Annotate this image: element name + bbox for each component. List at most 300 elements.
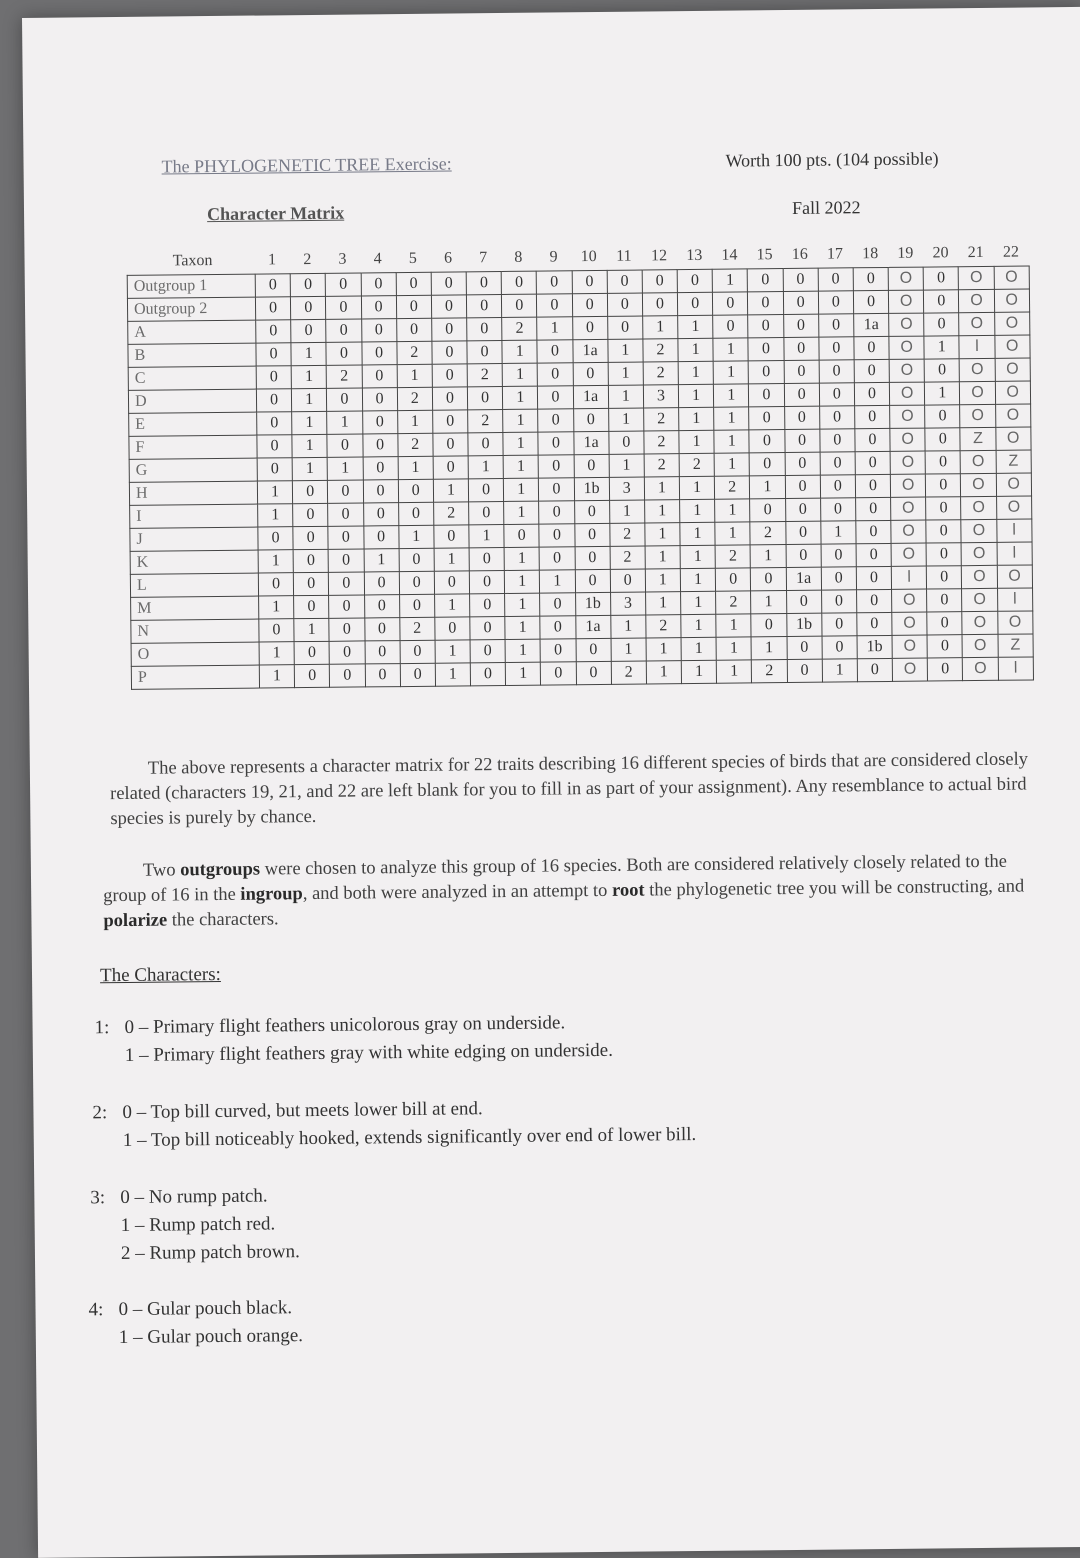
column-number-19: 19	[897, 244, 914, 262]
p2-text-1: Two	[142, 860, 181, 881]
matrix-cell: 0	[467, 340, 502, 363]
column-number-2: 2	[303, 250, 312, 269]
matrix-cell: 1	[822, 659, 857, 682]
matrix-cell: 0	[396, 295, 431, 318]
matrix-cell: 0	[748, 292, 783, 315]
column-number-15: 15	[756, 246, 773, 264]
matrix-cell: 0	[329, 595, 364, 618]
matrix-cell: 0	[926, 497, 961, 520]
matrix-cell: O	[995, 381, 1030, 404]
character-state: 1 – Gular pouch orange.	[118, 1325, 304, 1349]
matrix-cell: 1	[291, 365, 326, 388]
matrix-cell: 0	[822, 636, 857, 659]
matrix-cell: 1	[645, 546, 680, 569]
matrix-cell: 0	[293, 572, 328, 595]
matrix-cell: 0	[294, 664, 329, 687]
matrix-cell: 0	[361, 273, 396, 296]
matrix-cell: 0	[607, 316, 642, 339]
matrix-cell: 0	[396, 272, 431, 295]
term-outgroups: outgroups	[180, 859, 261, 881]
matrix-cell: 0	[433, 433, 468, 456]
taxon-name: K	[130, 550, 258, 574]
matrix-cell: 1	[678, 315, 713, 338]
column-number-5: 5	[408, 249, 417, 267]
matrix-cell: 1	[645, 523, 680, 546]
matrix-cell: 2	[502, 317, 537, 340]
matrix-cell: 0	[783, 337, 818, 360]
character-state: 0 – No rump patch.	[120, 1185, 268, 1209]
matrix-cell: 0	[327, 388, 362, 411]
matrix-cell: 1	[678, 361, 713, 384]
matrix-cell: 0	[855, 428, 890, 451]
matrix-cell: 0	[259, 619, 294, 642]
matrix-cell: 0	[329, 641, 364, 664]
matrix-cell: 1	[680, 568, 715, 591]
matrix-cell: 0	[258, 527, 293, 550]
matrix-cell: 0	[467, 386, 502, 409]
matrix-cell: 2	[715, 476, 750, 499]
matrix-cell: 0	[784, 360, 819, 383]
term-polarize: polarize	[103, 910, 168, 932]
matrix-cell: O	[961, 519, 996, 542]
matrix-cell: 0	[466, 271, 501, 294]
matrix-cell: 0	[927, 612, 962, 635]
matrix-cell: 0	[469, 570, 504, 593]
matrix-cell: Z	[998, 634, 1033, 657]
matrix-cell: O	[888, 290, 923, 313]
matrix-cell: O	[961, 496, 996, 519]
matrix-cell: 1	[678, 338, 713, 361]
matrix-cell: 1	[679, 476, 714, 499]
matrix-cell: 1	[646, 638, 681, 661]
matrix-cell: 0	[786, 544, 821, 567]
matrix-cell: O	[995, 404, 1030, 427]
matrix-cell: 0	[856, 520, 891, 543]
matrix-cell: 1	[503, 432, 538, 455]
matrix-cell: 1	[716, 637, 751, 660]
matrix-cell: 0	[784, 429, 819, 452]
matrix-cell: 0	[468, 478, 503, 501]
matrix-cell: 0	[856, 543, 891, 566]
column-number-18: 18	[862, 245, 879, 263]
matrix-cell: 2	[610, 523, 645, 546]
matrix-cell: 0	[294, 595, 329, 618]
matrix-cell: 0	[538, 363, 573, 386]
matrix-cell: 1	[502, 340, 537, 363]
matrix-cell: 0	[822, 613, 857, 636]
matrix-cell: 0	[256, 389, 291, 412]
matrix-cell: 1	[433, 479, 468, 502]
matrix-cell: 2	[398, 433, 433, 456]
matrix-cell: 1a	[573, 431, 608, 454]
matrix-cell: O	[994, 289, 1029, 312]
matrix-cell: 0	[785, 452, 820, 475]
matrix-cell: 0	[642, 270, 677, 293]
matrix-cell: 1b	[857, 635, 892, 658]
matrix-cell: 0	[925, 428, 960, 451]
matrix-cell: 0	[468, 432, 503, 455]
matrix-cell: 0	[363, 503, 398, 526]
matrix-cell: 0	[539, 501, 574, 524]
matrix-cell: 0	[784, 383, 819, 406]
matrix-cell: 0	[328, 480, 363, 503]
matrix-cell: 0	[821, 544, 856, 567]
matrix-cell: 0	[538, 409, 573, 432]
taxon-name: A	[128, 320, 256, 344]
column-number-12: 12	[651, 247, 668, 265]
matrix-cell: 1	[609, 454, 644, 477]
matrix-cell: 1a	[854, 313, 889, 336]
matrix-cell: 0	[398, 502, 433, 525]
matrix-cell: 1	[505, 662, 540, 685]
character-number: 2:	[92, 1102, 108, 1124]
matrix-cell: 1	[503, 409, 538, 432]
matrix-cell: 1	[750, 476, 785, 499]
matrix-cell: 0	[361, 296, 396, 319]
matrix-cell: 0	[466, 294, 501, 317]
matrix-cell: O	[892, 612, 927, 635]
matrix-cell: 1	[505, 616, 540, 639]
matrix-cell: O	[890, 474, 925, 497]
matrix-cell: O	[959, 266, 994, 289]
matrix-cell: 0	[575, 546, 610, 569]
matrix-cell: 1	[751, 637, 786, 660]
matrix-cell: O	[996, 473, 1031, 496]
matrix-cell: 0	[501, 271, 536, 294]
matrix-cell: 1b	[574, 477, 609, 500]
matrix-cell: 1	[713, 338, 748, 361]
matrix-cell: 0	[399, 594, 434, 617]
column-number-9: 9	[549, 248, 558, 266]
matrix-cell: 0	[537, 340, 572, 363]
matrix-cell: 0	[326, 296, 361, 319]
matrix-cell: 0	[470, 593, 505, 616]
matrix-cell: 1	[435, 640, 470, 663]
matrix-cell: 1	[643, 316, 678, 339]
matrix-cell: 0	[290, 273, 325, 296]
taxon-name: N	[131, 619, 259, 643]
matrix-cell: 1	[435, 663, 470, 686]
matrix-cell: 0	[821, 590, 856, 613]
matrix-cell: 1	[327, 411, 362, 434]
matrix-cell: 0	[256, 320, 291, 343]
matrix-cell: 2	[679, 453, 714, 476]
matrix-cell: 0	[925, 451, 960, 474]
term-root: root	[611, 880, 645, 901]
matrix-cell: 0	[364, 618, 399, 641]
matrix-cell: O	[994, 312, 1029, 335]
matrix-cell: 0	[748, 315, 783, 338]
matrix-cell: 0	[818, 291, 853, 314]
matrix-cell: 2	[715, 545, 750, 568]
matrix-cell: 1	[364, 549, 399, 572]
matrix-cell: 1	[714, 453, 749, 476]
matrix-cell: 1	[537, 317, 572, 340]
matrix-cell: 0	[399, 571, 434, 594]
matrix-cell: 0	[362, 365, 397, 388]
matrix-cell: 2	[468, 409, 503, 432]
matrix-cell: 0	[258, 573, 293, 596]
matrix-cell: 0	[291, 319, 326, 342]
matrix-cell: 0	[538, 432, 573, 455]
matrix-cell: 1	[434, 548, 469, 571]
matrix-cell: 0	[927, 589, 962, 612]
matrix-cell: 1	[503, 455, 538, 478]
matrix-cell: 0	[784, 406, 819, 429]
matrix-cell: 0	[610, 569, 645, 592]
matrix-cell: 0	[785, 475, 820, 498]
matrix-cell: l	[996, 519, 1031, 542]
matrix-cell: 0	[291, 296, 326, 319]
matrix-cell: 1	[715, 522, 750, 545]
column-number-22: 22	[1002, 243, 1019, 261]
matrix-cell: 0	[855, 497, 890, 520]
matrix-cell: 0	[607, 270, 642, 293]
character-state: 2 – Rump patch brown.	[120, 1241, 300, 1265]
matrix-cell: 0	[255, 274, 290, 297]
matrix-cell: 1	[608, 362, 643, 385]
matrix-cell: 1	[680, 499, 715, 522]
matrix-cell: 0	[293, 503, 328, 526]
matrix-cell: O	[888, 267, 923, 290]
matrix-cell: 0	[574, 454, 609, 477]
matrix-cell: 0	[539, 524, 574, 547]
matrix-cell: 0	[329, 618, 364, 641]
matrix-cell: 1	[679, 430, 714, 453]
matrix-cell: O	[890, 451, 925, 474]
matrix-cell: O	[959, 289, 994, 312]
matrix-cell: 1a	[573, 385, 608, 408]
matrix-cell: 0	[538, 455, 573, 478]
matrix-cell: O	[891, 543, 926, 566]
matrix-cell: 0	[820, 429, 855, 452]
matrix-cell: O	[892, 589, 927, 612]
matrix-cell: 0	[431, 272, 466, 295]
matrix-cell: 0	[431, 295, 466, 318]
matrix-cell: 0	[713, 292, 748, 315]
matrix-cell: 0	[257, 458, 292, 481]
matrix-cell: 1	[715, 499, 750, 522]
character-number: 3:	[90, 1187, 106, 1209]
matrix-cell: 1	[750, 545, 785, 568]
matrix-cell: Z	[960, 427, 995, 450]
matrix-cell: 1	[398, 456, 433, 479]
matrix-cell: 0	[749, 384, 784, 407]
column-number-21: 21	[967, 243, 984, 262]
matrix-cell: 0	[854, 382, 889, 405]
matrix-cell: 0	[575, 569, 610, 592]
matrix-cell: 0	[855, 474, 890, 497]
matrix-cell: 1	[258, 504, 293, 527]
matrix-cell: 0	[293, 549, 328, 572]
column-number-16: 16	[791, 245, 808, 263]
matrix-cell: 0	[926, 543, 961, 566]
matrix-cell: l	[891, 566, 926, 589]
taxon-name: C	[128, 366, 256, 390]
matrix-cell: O	[963, 657, 998, 680]
matrix-cell: O	[995, 358, 1030, 381]
matrix-cell: 1	[679, 407, 714, 430]
matrix-cell: 0	[433, 456, 468, 479]
taxon-name: J	[130, 527, 258, 551]
matrix-cell: 0	[609, 431, 644, 454]
column-number-8: 8	[514, 248, 523, 266]
matrix-cell: l	[997, 542, 1032, 565]
matrix-cell: 0	[328, 503, 363, 526]
p2-text-2: were chosen to analyze this group of 16 species. Both are considered relatively closely related to the group of 16 in the	[103, 851, 1008, 907]
matrix-cell: 0	[504, 524, 539, 547]
points-worth: Worth 100 pts. (104 possible)	[725, 148, 939, 171]
character-number: 1:	[94, 1017, 110, 1039]
matrix-cell: 0	[748, 338, 783, 361]
matrix-cell: 0	[749, 407, 784, 430]
matrix-cell: 0	[786, 590, 821, 613]
matrix-cell: 0	[783, 291, 818, 314]
matrix-cell: 0	[399, 548, 434, 571]
column-number-13: 13	[686, 246, 703, 265]
character-state: 0 – Gular pouch black.	[118, 1297, 293, 1321]
matrix-cell: 1	[505, 593, 540, 616]
matrix-cell: 0	[363, 526, 398, 549]
matrix-cell: 2	[610, 546, 645, 569]
matrix-cell: 0	[751, 614, 786, 637]
matrix-cell: 1	[681, 660, 716, 683]
matrix-cell: 0	[924, 313, 959, 336]
matrix-cell: 0	[257, 412, 292, 435]
matrix-cell: 0	[293, 526, 328, 549]
matrix-cell: 0	[857, 658, 892, 681]
matrix-cell: 2	[611, 661, 646, 684]
matrix-cell: 0	[328, 549, 363, 572]
matrix-cell: 0	[785, 498, 820, 521]
matrix-cell: O	[995, 427, 1030, 450]
matrix-cell: 0	[926, 474, 961, 497]
matrix-cell: 0	[362, 388, 397, 411]
matrix-cell: 0	[750, 453, 785, 476]
matrix-cell: 1	[644, 477, 679, 500]
matrix-cell: l	[959, 335, 994, 358]
matrix-cell: O	[959, 312, 994, 335]
matrix-cell: 0	[819, 406, 854, 429]
matrix-cell: 0	[327, 434, 362, 457]
matrix-cell: 0	[432, 387, 467, 410]
matrix-cell: 1b	[575, 592, 610, 615]
matrix-cell: 0	[365, 641, 400, 664]
matrix-cell: 1	[714, 384, 749, 407]
matrix-cell: 2	[397, 341, 432, 364]
matrix-cell: O	[961, 542, 996, 565]
matrix-cell: 0	[856, 566, 891, 589]
matrix-cell: 1	[540, 570, 575, 593]
taxon-name: B	[128, 343, 256, 367]
matrix-cell: 0	[785, 521, 820, 544]
matrix-cell: 3	[610, 592, 645, 615]
taxon-name: E	[129, 412, 257, 436]
matrix-cell: 0	[854, 359, 889, 382]
matrix-cell: 0	[326, 342, 361, 365]
matrix-cell: 0	[573, 362, 608, 385]
matrix-cell: 2	[750, 522, 785, 545]
matrix-cell: 0	[294, 641, 329, 664]
taxon-name: M	[131, 596, 259, 620]
matrix-cell: 1	[821, 521, 856, 544]
matrix-cell: 1	[294, 618, 329, 641]
matrix-cell: 1	[713, 361, 748, 384]
matrix-cell: 0	[853, 290, 888, 313]
matrix-cell: O	[962, 634, 997, 657]
matrix-cell: 0	[821, 567, 856, 590]
column-number-4: 4	[373, 250, 382, 268]
matrix-cell: 0	[576, 661, 611, 684]
matrix-cell: 0	[783, 314, 818, 337]
matrix-cell: 1	[505, 639, 540, 662]
term-ingroup: ingroup	[240, 884, 303, 905]
taxon-name: H	[129, 481, 257, 505]
matrix-cell: 0	[328, 526, 363, 549]
matrix-cell: 0	[927, 566, 962, 589]
exercise-title: The PHYLOGENETIC TREE Exercise:	[161, 153, 452, 177]
matrix-cell: 2	[326, 365, 361, 388]
matrix-cell: 2	[752, 660, 787, 683]
matrix-cell: O	[994, 266, 1029, 289]
matrix-cell: O	[996, 496, 1031, 519]
matrix-cell: 0	[398, 479, 433, 502]
matrix-cell: 0	[326, 319, 361, 342]
matrix-cell: 2	[467, 363, 502, 386]
matrix-cell: 1	[259, 642, 294, 665]
matrix-cell: 1a	[575, 615, 610, 638]
matrix-cell: 1	[327, 457, 362, 480]
matrix-cell: 1	[397, 410, 432, 433]
matrix-cell: O	[994, 335, 1029, 358]
matrix-cell: 0	[256, 366, 291, 389]
matrix-title: Character Matrix	[206, 202, 345, 225]
matrix-cell: 0	[537, 294, 572, 317]
matrix-cell: 0	[434, 571, 469, 594]
matrix-cell: 1	[469, 524, 504, 547]
matrix-cell: 1	[292, 434, 327, 457]
matrix-cell: 0	[435, 617, 470, 640]
matrix-cell: 0	[783, 268, 818, 291]
character-state: 1 – Rump patch red.	[120, 1213, 276, 1237]
matrix-cell: 0	[928, 658, 963, 681]
matrix-cell: 0	[819, 337, 854, 360]
matrix-cell: 1	[609, 500, 644, 523]
taxon-name: O	[131, 642, 259, 666]
matrix-cell: 1	[259, 596, 294, 619]
character-matrix-table	[127, 265, 1034, 689]
matrix-cell: 1	[611, 615, 646, 638]
matrix-cell: 0	[750, 499, 785, 522]
matrix-cell: 0	[364, 595, 399, 618]
character-state: 0 – Top bill curved, but meets lower bill at end.	[122, 1098, 483, 1124]
matrix-cell: 0	[855, 405, 890, 428]
matrix-cell: 0	[820, 475, 855, 498]
matrix-cell: 0	[923, 267, 958, 290]
taxon-header: Taxon	[172, 252, 213, 270]
matrix-cell: 0	[818, 314, 853, 337]
matrix-cell: 2	[643, 362, 678, 385]
column-number-17: 17	[826, 245, 844, 263]
column-number-20: 20	[932, 244, 949, 262]
matrix-cell: 1	[714, 430, 749, 453]
matrix-cell: l	[998, 657, 1033, 680]
matrix-cell: 0	[927, 635, 962, 658]
taxon-name: Outgroup 2	[127, 297, 255, 321]
matrix-cell: O	[960, 358, 995, 381]
column-number-1: 1	[268, 251, 277, 269]
matrix-cell: 1	[680, 522, 715, 545]
